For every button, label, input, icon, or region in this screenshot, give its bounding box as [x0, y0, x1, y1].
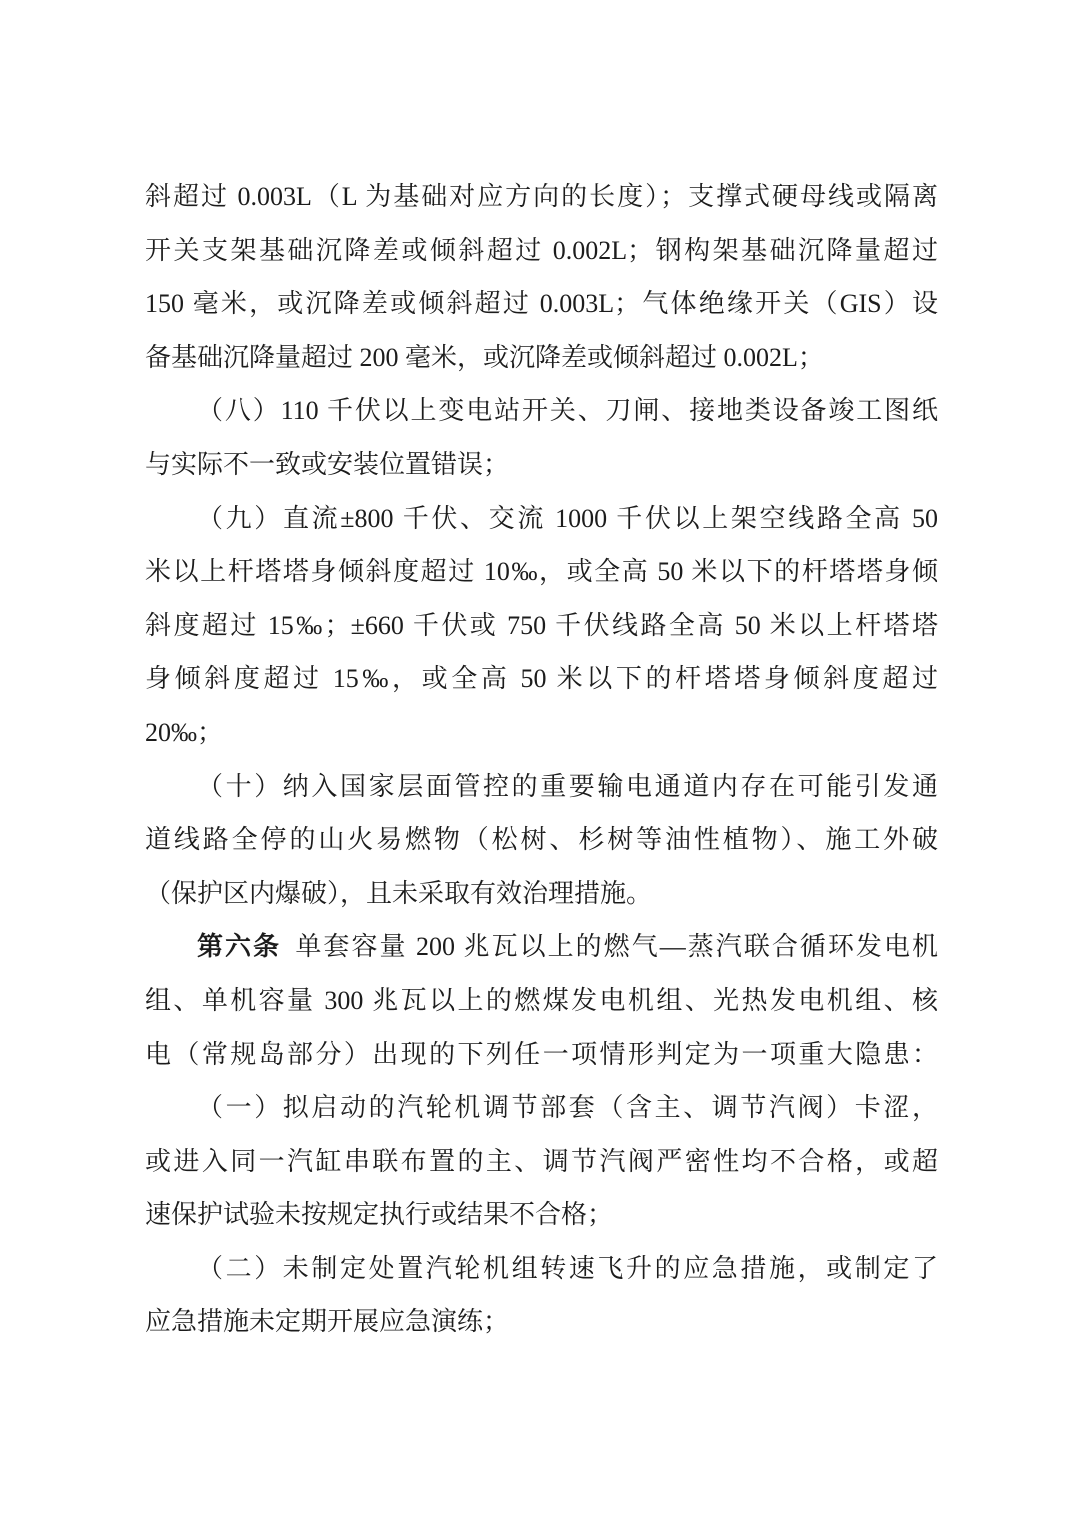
item-2-line: （二）未制定处置汽轮机组转速飞升的应急措施，或制定了 [197, 1253, 938, 1283]
article-6-first-line-text: 单套容量 200 兆瓦以上的燃气—蒸汽联合循环发电机 [295, 932, 938, 962]
document-line: 或进入同一汽缸串联布置的主、调节汽阀严密性均不合格，或超 [145, 1146, 938, 1176]
document-line: 电（常规岛部分）出现的下列任一项情形判定为一项重大隐患： [145, 1039, 938, 1069]
item-1-line: （一）拟启动的汽轮机调节部套（含主、调节汽阀）卡涩， [197, 1093, 938, 1123]
document-line: 米以上杆塔塔身倾斜度超过 10‰，或全高 50 米以下的杆塔塔身倾 [145, 557, 938, 587]
document-line: 应急措施未定期开展应急演练； [145, 1307, 510, 1337]
document-line: 速保护试验未按规定执行或结果不合格； [145, 1200, 614, 1230]
document-line: 20‰； [145, 717, 224, 747]
document-line: 组、单机容量 300 兆瓦以上的燃煤发电机组、光热发电机组、核 [145, 985, 938, 1015]
document-body [145, 170, 938, 1349]
clause-10-line: （十）纳入国家层面管控的重要输电通道内存在可能引发通 [197, 771, 938, 801]
document-line: 150 毫米，或沉降差或倾斜超过 0.003L；气体绝缘开关（GIS）设 [145, 289, 938, 319]
clause-9-line: （九）直流±800 千伏、交流 1000 千伏以上架空线路全高 50 [197, 503, 938, 533]
article-6-number: 第六条 [197, 932, 282, 962]
document-line: 与实际不一致或安装位置错误； [145, 449, 510, 479]
clause-8-line: （八）110 千伏以上变电站开关、刀闸、接地类设备竣工图纸 [197, 396, 938, 426]
document-line: 备基础沉降量超过 200 毫米，或沉降差或倾斜超过 0.002L； [145, 342, 824, 372]
document-line: （保护区内爆破），且未采取有效治理措施。 [145, 878, 653, 908]
document-line: 开关支架基础沉降差或倾斜超过 0.002L；钢构架基础沉降量超过 [145, 235, 938, 265]
document-line: 身倾斜度超过 15‰，或全高 50 米以下的杆塔塔身倾斜度超过 [145, 664, 938, 694]
document-line: 道线路全停的山火易燃物（松树、杉树等油性植物）、施工外破 [145, 825, 938, 855]
document-line: 斜超过 0.003L（L 为基础对应方向的长度）；支撑式硬母线或隔离 [145, 182, 938, 211]
document-line: 斜度超过 15‰；±660 千伏或 750 千伏线路全高 50 米以上杆塔塔 [145, 610, 938, 640]
article-6-heading-line [145, 920, 938, 974]
